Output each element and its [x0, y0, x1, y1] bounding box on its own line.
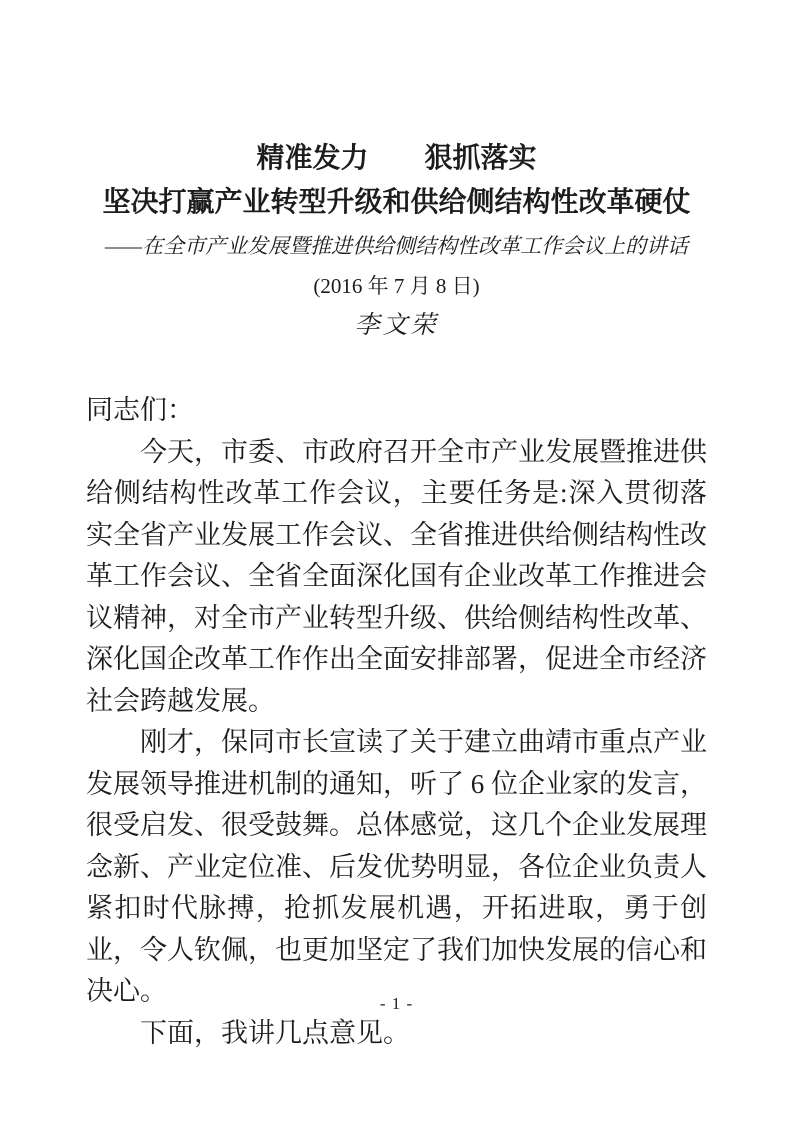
document-title-line1: 精准发力 狠抓落实: [256, 143, 537, 174]
document-subtitle: ——在全市产业发展暨推进供给侧结构性改革工作会议上的讲话: [104, 234, 689, 258]
paragraph: 刚才，保同市长宣读了关于建立曲靖市重点产业发展领导推进机制的通知，听了 6 位企业家的发言，很受启发、很受鼓舞。总体感觉，这几个企业发展理念新、产业定位准、后发优势明显，各位企业负责人紧扣时代脉搏，抢抓发展机遇，开拓进取，勇于创业，令人钦佩，也更加坚定了我们加快发展的信心和决心。: [86, 727, 707, 1006]
paragraph: 下面，我讲几点意见。: [140, 1017, 410, 1048]
document-title-line2: 坚决打赢产业转型升级和供给侧结构性改革硬仗: [102, 187, 691, 218]
document-author: 李文荣: [354, 312, 439, 339]
document-date: (2016 年 7 月 8 日): [313, 274, 480, 298]
document-content: [86, 138, 707, 1054]
salutation: 同志们：: [86, 395, 194, 425]
page-number: - 1 -: [379, 994, 414, 1013]
paragraph: 今天，市委、市政府召开全市产业发展暨推进供给侧结构性改革工作会议，主要任务是:深入贯彻落实全省产业发展工作会议、全省推进供给侧结构性改革工作会议、全省全面深化国有企业改革工作推进会议精神，对全市产业转型升级、供给侧结构性改革、深化国企改革工作作出全面安排部署，促进全市经济社会跨越发展。: [86, 436, 707, 716]
paragraphs: [86, 432, 707, 1055]
document-body: [86, 390, 707, 1054]
